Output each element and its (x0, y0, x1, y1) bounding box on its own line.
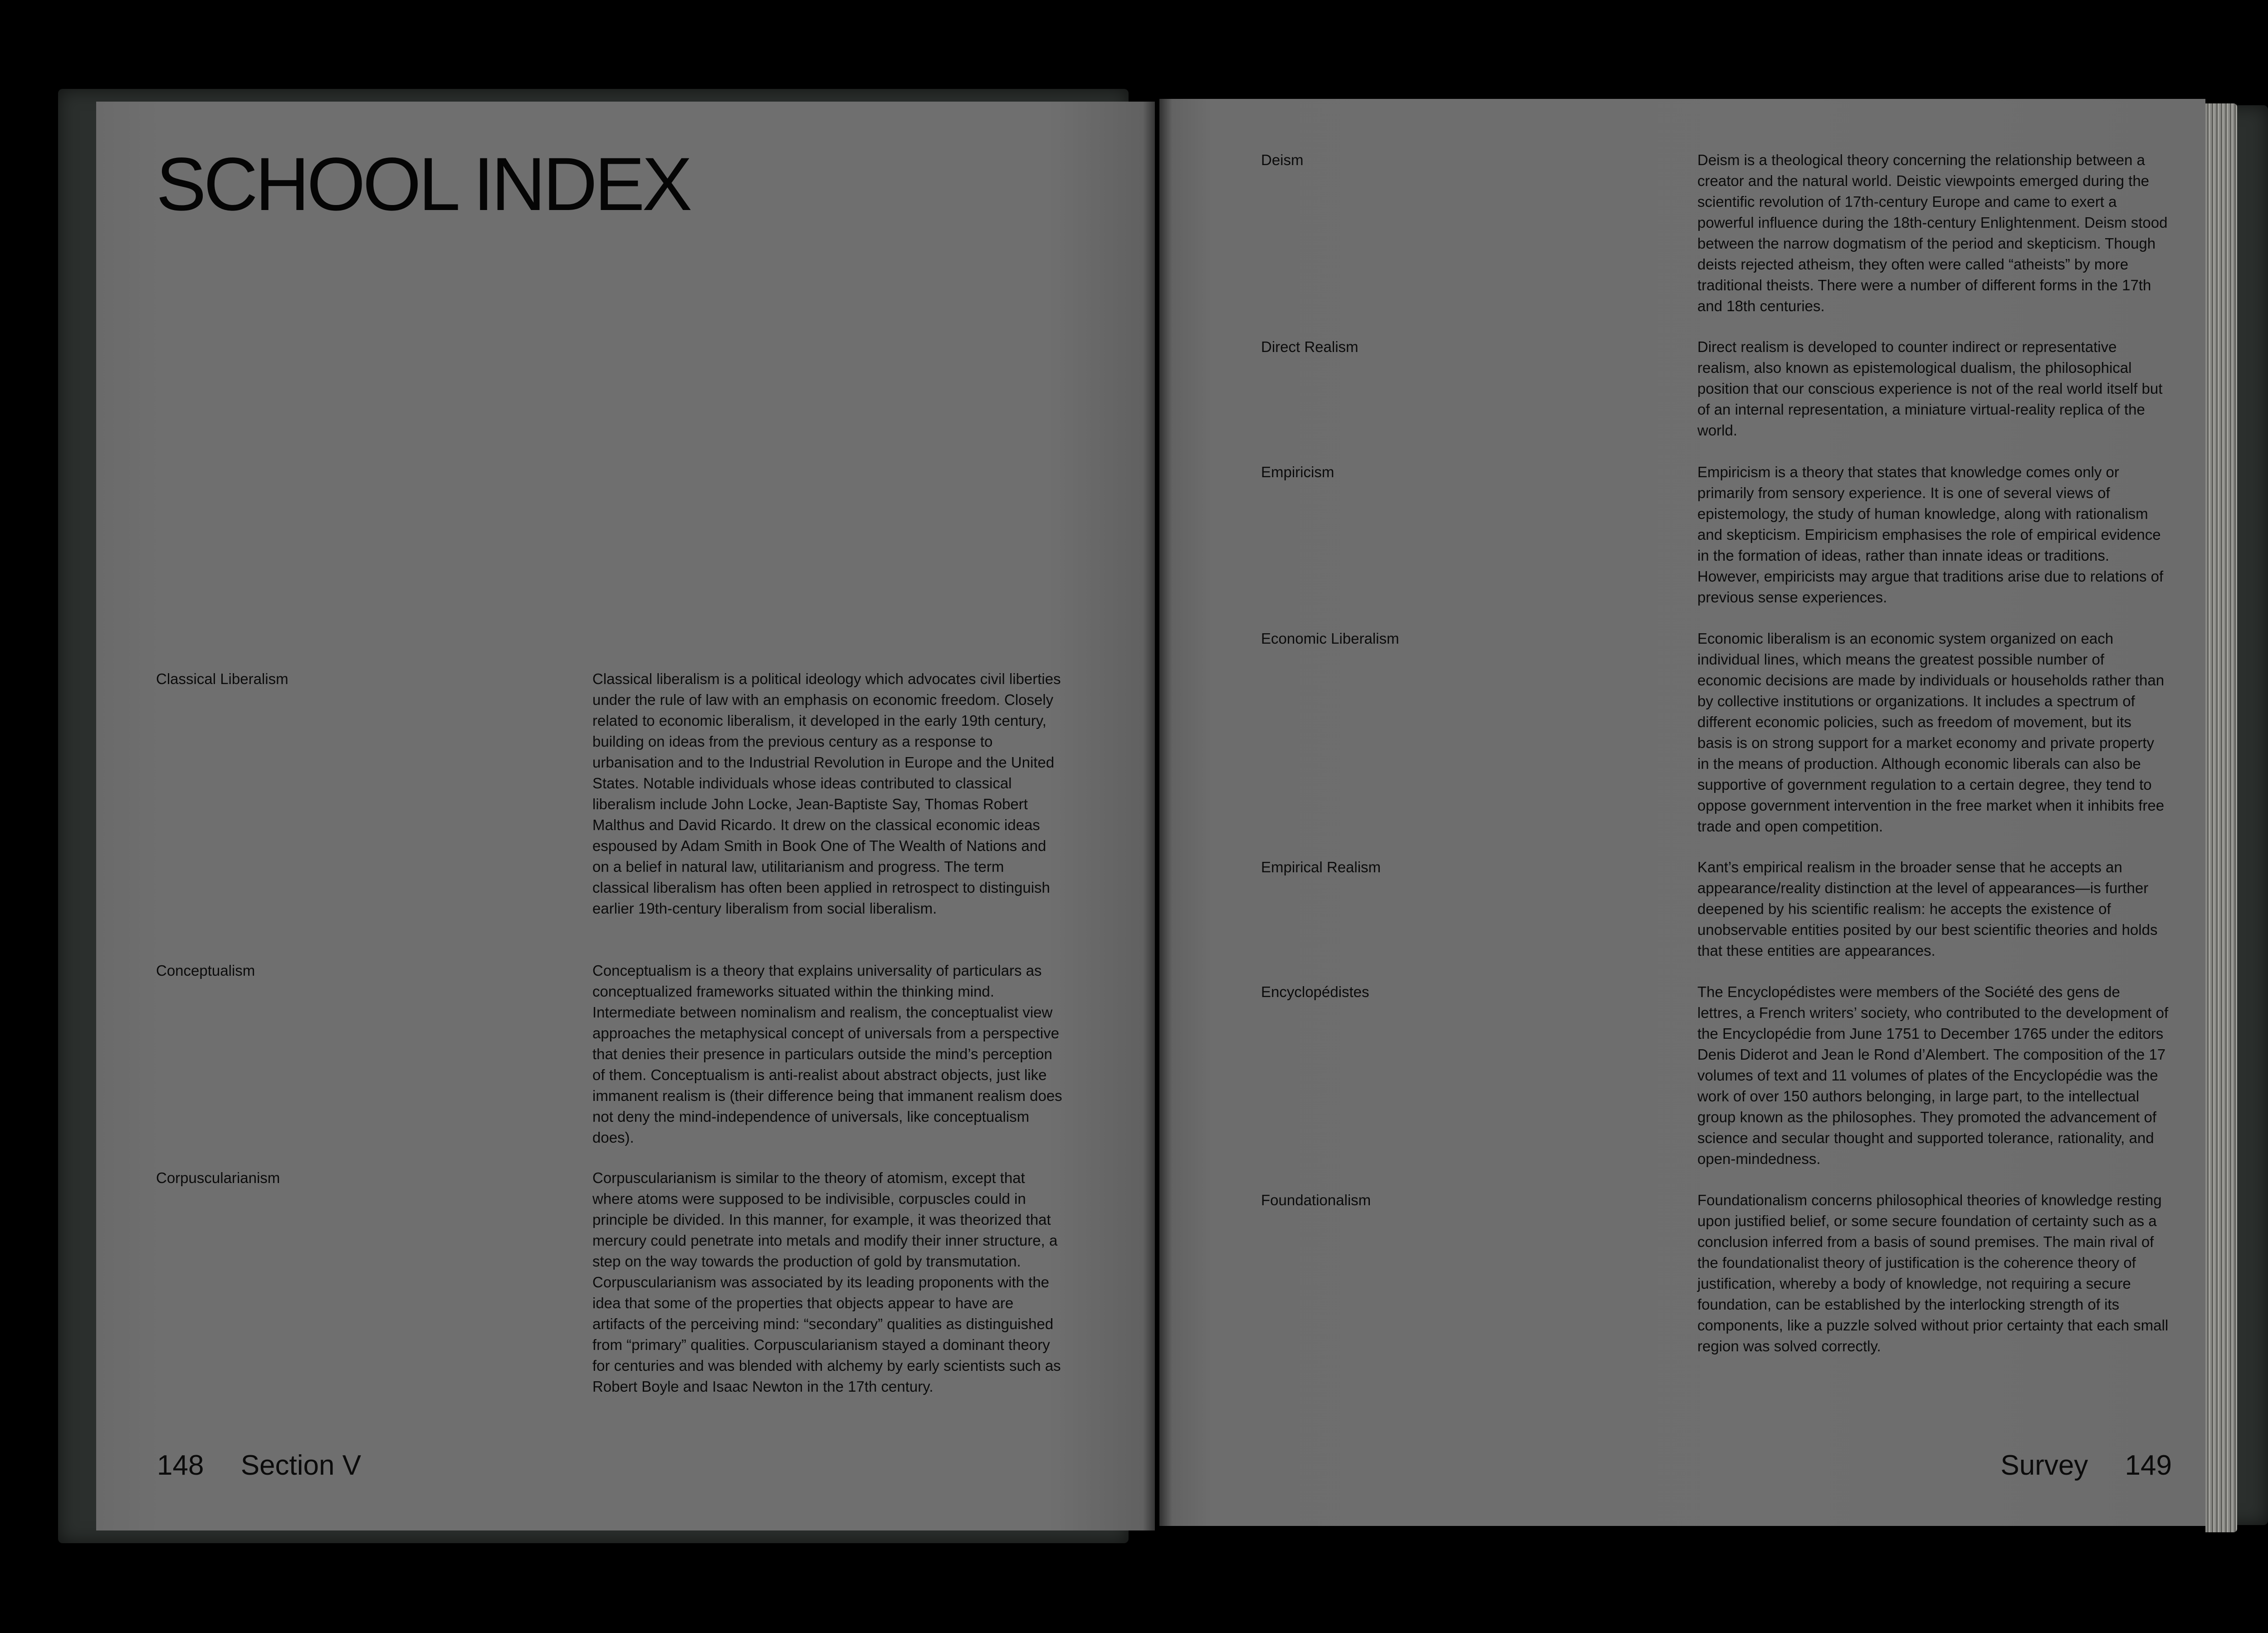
entry-description: Direct realism is developed to counter indirect or representative realism, also known as epistemological dualism, the philosophical position that our conscious experience is not of the real world itself but of an internal representation, a miniature virtual-reality replica of the world. (1697, 338, 2163, 439)
page-number: 148 (157, 1450, 204, 1481)
page-edges (2205, 103, 2237, 1532)
left-page (96, 102, 1155, 1530)
entry-term: Direct Realism (1261, 338, 1359, 355)
entry-term: Corpuscularianism (156, 1169, 280, 1186)
entry-term: Foundationalism (1261, 1192, 1371, 1208)
entry-description: Empiricism is a theory that states that knowledge comes only or primarily from sensory experience. It is one of several views of epistemology, the study of human knowledge, along with rationalism and skepticism. Empiricism emphasises the role of empirical evidence in the formation of ideas, rather than innate ideas or traditions. However, empiricists may argue that traditions arise due to relations of previous sense experiences. (1697, 464, 2164, 606)
entry-term: Empirical Realism (1261, 859, 1381, 875)
page-number: 149 (2125, 1450, 2172, 1481)
entry-term: Economic Liberalism (1261, 630, 1399, 647)
entry-term: Deism (1261, 152, 1304, 168)
folio-left (157, 1452, 361, 1480)
entry-term: Encyclopédistes (1261, 983, 1369, 1000)
entry-description: Classical liberalism is a political ideology which advocates civil liberties under the rule of law with an emphasis on economic freedom. Closely related to economic liberalism, it developed in the early 19th century, building on ideas from the previous century as a response to urbanisation and to the Industrial Revolution in Europe and the United States. Notable individuals whose ideas contributed to classical liberalism include John Locke, Jean-Baptiste Say, Thomas Robert Malthus and David Ricardo. It drew on the classical economic ideas espoused by Adam Smith in Book One of The Wealth of Nations and on a belief in natural law, utilitarianism and progress. The term classical liberalism has often been applied in retrospect to distinguish earlier 19th-century liberalism from social liberalism. (592, 670, 1061, 917)
section-label: Survey (2000, 1450, 2088, 1481)
entry-description: Economic liberalism is an economic system organized on each individual lines, which means the greatest possible number of economic decisions are made by individuals or households rather than by collective institutions or organizations. It includes a spectrum of different economic policies, such as freedom of movement, but its basis is on strong support for a market economy and private property in the means of production. Although economic liberals can also be supportive of government regulation to a certain degree, they tend to oppose government intervention in the free market when it inhibits free trade and open competition. (1697, 630, 2165, 835)
entry-description: Corpuscularianism is similar to the theory of atomism, except that where atoms were supposed to be indivisible, corpuscles could in principle be divided. In this manner, for example, it was theorized that mercury could penetrate into metals and modify their inner structure, a step on the way towards the production of gold by transmutation. Corpuscularianism was associated by its leading proponents with the idea that some of the properties that objects appear to have are artifacts of the perceiving mind: “secondary” qualities as distinguished from “primary” qualities. Corpuscularianism stayed a dominant theory for centuries and was blended with alchemy by early scientists such as Robert Boyle and Isaac Newton in the 17th century. (592, 1169, 1061, 1395)
page-title: SCHOOL INDEX (156, 142, 690, 226)
section-label: Section V (240, 1450, 362, 1481)
entry-description: Kant’s empirical realism in the broader sense that he accepts an appearance/reality distinction at the level of appearances—is further deepened by his scientific realism: he accepts the existence of unobservable entities posited by our best scientific theories and holds that these entities are appearances. (1697, 859, 2158, 959)
folio-right (2000, 1452, 2172, 1480)
entry-description: The Encyclopédistes were members of the Société des gens de lettres, a French writers’ society, who contributed to the development of the Encyclopédie from June 1751 to December 1765 under the editors Denis Diderot and Jean le Rond d’Alembert. The composition of the 17 volumes of text and 11 volumes of plates of the Encyclopédie was the work of over 150 authors belonging, in large part, to the intellectual group known as the philosophes. They promoted the advancement of science and secular thought and supported tolerance, rationality, and open-mindedness. (1697, 983, 2169, 1167)
entry-description: Deism is a theological theory concerning the relationship between a creator and the natural world. Deistic viewpoints emerged during the scientific revolution of 17th-century Europe and came to exert a powerful influence during the 18th-century Enlightenment. Deism stood between the narrow dogmatism of the period and skepticism. Though deists rejected atheism, they often were called “atheists” by more traditional theists. There were a number of different forms in the 17th and 18th centuries. (1697, 152, 2168, 314)
spine-shadow (1143, 95, 1172, 1533)
entry-term: Conceptualism (156, 962, 255, 979)
entry-term: Classical Liberalism (156, 670, 288, 687)
entry-term: Empiricism (1261, 464, 1334, 480)
entry-description: Conceptualism is a theory that explains universality of particulars as conceptualized frameworks situated within the thinking mind. Intermediate between nominalism and realism, the conceptualist view approaches the metaphysical concept of universals from a perspective that denies their presence in particulars outside the mind’s perception of them. Conceptualism is anti-realist about abstract objects, just like immanent realism is (their difference being that immanent realism does not deny the mind-independence of universals, like conceptualism does). (592, 962, 1062, 1146)
entry-description: Foundationalism concerns philosophical theories of knowledge resting upon justified belief, or some secure foundation of certainty such as a conclusion inferred from a basis of sound premises. The main rival of the foundationalist theory of justification is the coherence theory of justification, whereby a body of knowledge, not requiring a secure foundation, can be established by the interlocking strength of its components, like a puzzle solved without prior certainty that each small region was solved correctly. (1697, 1192, 2169, 1354)
right-page (1159, 99, 2205, 1526)
